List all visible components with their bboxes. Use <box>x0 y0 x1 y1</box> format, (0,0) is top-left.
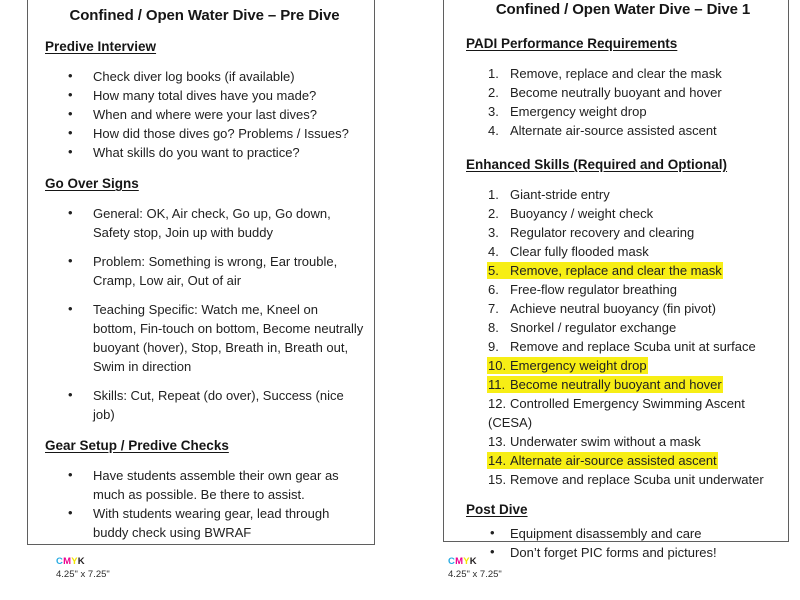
item-text: Remove and replace Scuba unit underwater <box>510 472 764 487</box>
item-number: 9. <box>488 339 499 354</box>
numbered-list <box>466 185 780 489</box>
bullet-list <box>466 524 780 562</box>
item-text: When and where were your last dives? <box>93 107 318 122</box>
list-item <box>466 318 780 337</box>
bullet-icon: • <box>68 387 73 402</box>
item-number: 8. <box>488 320 499 335</box>
item-line <box>488 434 701 449</box>
bullet-list <box>45 67 364 162</box>
highlighted-line <box>488 263 722 278</box>
item-line <box>488 244 649 259</box>
list-item <box>466 432 780 451</box>
list-item <box>466 451 780 470</box>
list-item <box>466 102 780 121</box>
list-item <box>45 252 364 290</box>
cmyk-letter: Y <box>463 556 470 567</box>
item-text: Controlled Emergency Swimming Ascent (CESA) <box>488 396 745 430</box>
list-item <box>466 242 780 261</box>
bullet-icon: • <box>490 525 495 540</box>
list-item <box>45 105 364 124</box>
bullet-list <box>45 204 364 424</box>
item-text: Equipment disassembly and care <box>510 526 702 541</box>
list-item <box>466 261 780 280</box>
item-line <box>488 123 717 138</box>
item-line <box>488 206 653 221</box>
bullet-icon: • <box>68 125 73 140</box>
bullet-icon: • <box>68 505 73 520</box>
item-text: Don’t forget PIC forms and pictures! <box>510 545 717 560</box>
item-line <box>488 282 677 297</box>
list-item <box>466 543 780 562</box>
bullet-icon: • <box>68 87 73 102</box>
list-item <box>45 204 364 242</box>
item-line <box>68 253 338 288</box>
item-number: 2. <box>488 206 499 221</box>
cmyk-letter: K <box>469 556 477 567</box>
item-text: Remove, replace and clear the mask <box>510 66 722 81</box>
bullet-icon: • <box>68 106 73 121</box>
item-line <box>488 301 716 316</box>
item-text: Emergency weight drop <box>510 358 647 373</box>
list-item <box>466 470 780 489</box>
list-item <box>45 504 364 542</box>
item-number: 12. <box>488 396 507 411</box>
item-line <box>68 87 317 103</box>
item-text: Alternate air-source assisted ascent <box>510 453 717 468</box>
item-number: 5. <box>488 263 499 278</box>
bullet-icon: • <box>68 205 73 220</box>
item-number: 4. <box>488 244 499 259</box>
item-number: 13. <box>488 434 507 449</box>
cmyk-letter: M <box>455 556 464 567</box>
item-line <box>488 104 647 119</box>
item-text: Problem: Something is wrong, Ear trouble, Cramp, Low air, Out of air <box>93 254 338 288</box>
item-line <box>488 187 610 202</box>
item-text: Free-flow regulator breathing <box>510 282 677 297</box>
item-text: Remove, replace and clear the mask <box>510 263 722 278</box>
list-item <box>466 356 780 375</box>
item-text: Teaching Specific: Watch me, Kneel on bottom, Fin-touch on bottom, Become neutrally buoyant (hover), Stop, Breath in, Breath out, Swim in direction <box>93 302 364 374</box>
bullet-icon: • <box>490 544 495 559</box>
bullet-icon: • <box>68 144 73 159</box>
item-line <box>68 467 339 502</box>
item-line <box>68 301 364 374</box>
cmyk-letter: M <box>63 556 72 567</box>
pre-dive-card <box>27 0 375 545</box>
bullet-icon: • <box>68 301 73 316</box>
item-line <box>68 387 344 422</box>
item-text: How many total dives have you made? <box>93 88 317 103</box>
cmyk-letter: K <box>77 556 85 567</box>
item-number: 7. <box>488 301 499 316</box>
item-line <box>488 339 756 354</box>
section-heading: Predive Interview <box>45 39 157 54</box>
item-text: Become neutrally buoyant and hover <box>510 85 722 100</box>
item-number: 2. <box>488 85 499 100</box>
highlighted-line <box>488 377 722 392</box>
item-line <box>68 505 330 540</box>
item-line <box>490 525 702 541</box>
cmyk-letter: C <box>56 556 64 567</box>
item-number: 3. <box>488 104 499 119</box>
list-item <box>466 83 780 102</box>
list-item <box>466 204 780 223</box>
proof-footer <box>448 556 502 580</box>
list-item <box>45 386 364 424</box>
trim-size-label: 4.25" x 7.25" <box>56 569 110 580</box>
item-text: Regulator recovery and clearing <box>510 225 695 240</box>
item-number: 1. <box>488 187 499 202</box>
section-heading: Enhanced Skills (Required and Optional) <box>466 157 728 172</box>
list-item <box>466 375 780 394</box>
item-number: 15. <box>488 472 507 487</box>
item-line <box>488 320 676 335</box>
item-text: Clear fully flooded mask <box>510 244 649 259</box>
item-number: 6. <box>488 282 499 297</box>
item-text: Snorkel / regulator exchange <box>510 320 677 335</box>
item-line <box>68 68 295 84</box>
list-item <box>45 143 364 162</box>
item-number: 3. <box>488 225 499 240</box>
item-line <box>488 225 694 240</box>
trim-size-label: 4.25" x 7.25" <box>448 569 502 580</box>
proof-footer <box>56 556 110 580</box>
item-number: 11. <box>488 377 506 392</box>
item-text: Underwater swim without a mask <box>510 434 701 449</box>
item-text: How did those dives go? Problems / Issues? <box>93 126 349 141</box>
item-text: Giant-stride entry <box>510 187 610 202</box>
item-line <box>68 125 349 141</box>
item-text: Have students assemble their own gear as much as possible. Be there to assist. <box>93 468 339 502</box>
item-line <box>488 396 745 430</box>
bullet-icon: • <box>68 68 73 83</box>
item-line <box>68 144 300 160</box>
item-text: What skills do you want to practice? <box>93 145 300 160</box>
list-item <box>45 466 364 504</box>
item-text: Check diver log books (if available) <box>93 69 295 84</box>
list-item <box>466 524 780 543</box>
cmyk-letter: Y <box>71 556 78 567</box>
item-number: 10. <box>488 358 507 373</box>
item-text: Alternate air-source assisted ascent <box>510 123 717 138</box>
bullet-icon: • <box>68 253 73 268</box>
item-line <box>488 85 722 100</box>
item-text: Buoyancy / weight check <box>510 206 654 221</box>
numbered-list <box>466 64 780 140</box>
cmyk-label <box>448 556 502 567</box>
item-line <box>488 66 722 81</box>
item-text: Remove and replace Scuba unit at surface <box>510 339 756 354</box>
section-heading: PADI Performance Requirements <box>466 36 678 51</box>
section-heading: Go Over Signs <box>45 176 139 191</box>
list-item <box>45 67 364 86</box>
item-number: 14. <box>488 453 507 468</box>
list-item <box>466 64 780 83</box>
item-number: 1. <box>488 66 499 81</box>
item-text: Achieve neutral buoyancy (fin pivot) <box>510 301 716 316</box>
cmyk-letter: C <box>448 556 456 567</box>
list-item <box>466 185 780 204</box>
item-text: Become neutrally buoyant and hover <box>510 377 722 392</box>
list-item <box>466 394 780 432</box>
bullet-icon: • <box>68 467 73 482</box>
section-heading: Post Dive <box>466 502 528 517</box>
item-line <box>68 106 318 122</box>
card-title: Confined / Open Water Dive – Dive 1 <box>495 1 751 18</box>
list-item <box>466 337 780 356</box>
list-item <box>45 86 364 105</box>
highlighted-line <box>488 453 717 468</box>
item-text: Skills: Cut, Repeat (do over), Success (nice job) <box>93 388 344 422</box>
item-text: Emergency weight drop <box>510 104 647 119</box>
section-heading: Gear Setup / Predive Checks <box>45 438 229 453</box>
list-item <box>466 223 780 242</box>
item-line <box>490 544 717 560</box>
highlighted-line <box>488 358 647 373</box>
card-title: Confined / Open Water Dive – Pre Dive <box>69 7 340 24</box>
list-item <box>45 300 364 376</box>
item-line <box>488 472 764 487</box>
dive-1-card <box>443 0 789 560</box>
list-item <box>466 280 780 299</box>
item-number: 4. <box>488 123 499 138</box>
list-item <box>45 124 364 143</box>
item-text: With students wearing gear, lead through buddy check using BWRAF <box>93 506 330 540</box>
item-line <box>68 205 331 240</box>
cmyk-label <box>56 556 110 567</box>
item-text: General: OK, Air check, Go up, Go down, Safety stop, Join up with buddy <box>93 206 331 240</box>
list-item <box>466 299 780 318</box>
list-item <box>466 121 780 140</box>
bullet-list <box>45 466 364 542</box>
